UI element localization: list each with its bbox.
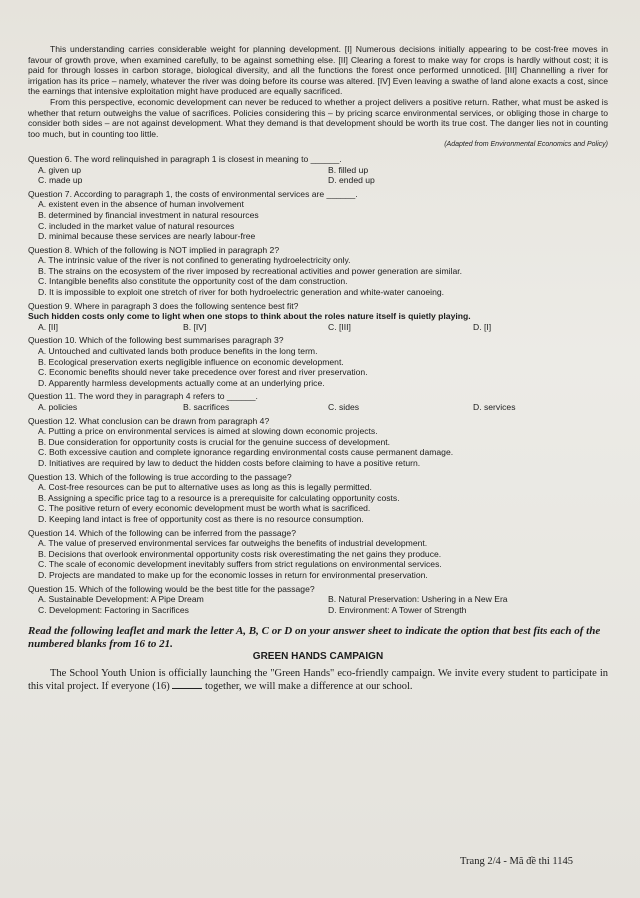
answer-option[interactable]: B. Natural Preservation: Ushering in a New Era	[328, 594, 508, 605]
question-title: Question 7. According to paragraph 1, the costs of environmental services are ______.	[28, 188, 358, 199]
answer-option[interactable]: A. existent even in the absence of human involvement	[38, 199, 244, 210]
answer-option[interactable]: D. Apparently harmless developments actually come at an underlying price.	[38, 377, 325, 388]
campaign-body-end: together, we will make a difference at our school.	[204, 680, 413, 692]
option-row	[28, 175, 608, 186]
answer-option[interactable]: B. Decisions that overlook environmental opportunity costs risk overestimating the net gains they produce.	[38, 548, 442, 559]
answer-option[interactable]: A. [II]	[38, 321, 59, 332]
question-8	[28, 245, 608, 298]
option-row	[28, 165, 608, 176]
answer-option[interactable]: A. policies	[38, 402, 78, 412]
campaign-body-start: The School Youth Union is officially launching the "Green Hands" eco-friendly campaign. We invite every student to participate in this vital project. If everyone (16)	[28, 667, 608, 692]
answer-option[interactable]: A. given up	[38, 164, 81, 175]
question-title: Question 10. Which of the following best summarises paragraph 3?	[28, 335, 284, 346]
answer-option[interactable]: D. services	[473, 402, 516, 412]
answer-option[interactable]: C. Intangible benefits also constitute the opportunity cost of the dam construction.	[38, 276, 348, 287]
question-title: Question 14. Which of the following can be inferred from the passage?	[28, 527, 296, 538]
blank-16	[172, 680, 202, 689]
answer-option[interactable]: D. Projects are mandated to make up for the economic losses in return for environmental preservation.	[38, 569, 428, 580]
question-15	[28, 584, 608, 616]
question-6	[28, 154, 608, 186]
answer-option[interactable]: C. Development: Factoring in Sacrifices	[38, 604, 189, 615]
answer-option[interactable]: C. Economic benefits should never take precedence over forest and river preservation.	[38, 367, 368, 378]
question-title: Question 12. What conclusion can be drawn from paragraph 4?	[28, 415, 270, 426]
question-title: Question 11. The word they in paragraph 4 refers to ______.	[28, 391, 258, 402]
section-directions: Read the following leaflet and mark the letter A, B, C or D on your answer sheet to indicate the option that best fits each of the numbered blanks from 16 to 21.	[28, 625, 601, 650]
option-row	[28, 594, 608, 605]
answer-option[interactable]: A. Cost-free resources can be put to alternative uses as long as this is legally permitted.	[38, 482, 372, 493]
exam-content	[28, 44, 608, 693]
campaign-body	[28, 667, 608, 693]
answer-option[interactable]: A. The intrinsic value of the river is not confined to generating hydroelectricity only.	[38, 255, 351, 266]
passage-paragraph-1: This understanding carries considerable weight for planning development. [I] Numerous decisions initially appearing to be cost-free moves in favour of growth prove, when examined carefully, to be against something else. [II] Clearing a forest to make way for crops is hardly without cost; it is paid for through losses in carbon storage, biological diversity, and all the functions the forest once performed unnoticed. [III] Channelling a river for irrigation has its price – namely, whatever the river was doing before its course was altered. [IV] Even leaving a swathe of land alone exacts a cost, since the earnings that intensive exploitation might have produced are equally sacrificed.	[28, 44, 608, 97]
answer-option[interactable]: D. ended up	[328, 175, 375, 186]
option-row	[28, 402, 608, 413]
answer-option[interactable]: C. The positive return of every economic development must be worth what is sacrificed.	[38, 503, 371, 514]
answer-option[interactable]: D. Keeping land intact is free of opportunity cost as there is no resource consumption.	[38, 513, 364, 524]
question-title: Question 13. Which of the following is true according to the passage?	[28, 471, 292, 482]
answer-option[interactable]: C. sides	[328, 402, 360, 412]
question-title: Question 8. Which of the following is NOT implied in paragraph 2?	[28, 244, 280, 255]
answer-option[interactable]: B. sacrifices	[183, 402, 230, 412]
question-11	[28, 391, 608, 412]
question-title: Question 6. The word relinquished in paragraph 1 is closest in meaning to ______.	[28, 153, 342, 164]
answer-option[interactable]: C. The scale of economic development inevitably suffers from strict regulations on environmental services.	[38, 559, 442, 570]
answer-option[interactable]: A. Untouched and cultivated lands both produce benefits in the long term.	[38, 346, 318, 357]
answer-option[interactable]: A. Sustainable Development: A Pipe Dream	[38, 594, 204, 605]
passage-source: (Adapted from Environmental Economics and Policy)	[444, 141, 608, 149]
answer-option[interactable]: C. [III]	[328, 321, 351, 332]
answer-option[interactable]: D. Environment: A Tower of Strength	[328, 604, 467, 615]
answer-option[interactable]: B. Assigning a specific price tag to a resource is a prerequisite for calculating opportunity costs.	[38, 492, 400, 503]
question-9	[28, 301, 608, 333]
answer-option[interactable]: C. made up	[38, 175, 83, 186]
answer-option[interactable]: C. Both excessive caution and complete ignorance regarding environmental costs cause permanent damage.	[38, 447, 454, 458]
answer-option[interactable]: D. Initiatives are required by law to deduct the hidden costs before claiming to have a positive return.	[38, 457, 421, 468]
page-footer: Trang 2/4 - Mã đề thi 1145	[460, 856, 573, 867]
question-13	[28, 472, 608, 525]
answer-option[interactable]: C. included in the market value of natural resources	[38, 220, 235, 231]
answer-option[interactable]: B. determined by financial investment in natural resources	[38, 209, 259, 220]
answer-option[interactable]: D. [I]	[473, 321, 492, 332]
question-7	[28, 189, 608, 242]
answer-option[interactable]: D. minimal because these services are nearly labour-free	[38, 231, 256, 242]
answer-option[interactable]: D. It is impossible to exploit one stretch of river for both hydroelectric generation and white-water canoeing.	[38, 287, 445, 298]
question-list	[28, 154, 608, 615]
question-10	[28, 335, 608, 388]
question-12	[28, 416, 608, 469]
option-row	[28, 322, 608, 333]
passage-paragraph-2: From this perspective, economic development can never be reduced to whether a project delivers a positive return. Rather, what must be asked is whether that return outweighs the value of sacrifices. Policies considering this – by pricing scarce environmental services, or obliging those in charge to consider both sides – are not against development. What they demand is that development should be worth its true cost. The danger lies not in counting too much, but in counting too little.	[28, 96, 608, 139]
answer-option[interactable]: B. [IV]	[183, 321, 207, 332]
answer-option[interactable]: B. Ecological preservation exerts negligible influence on economic development.	[38, 356, 344, 367]
option-row	[28, 605, 608, 616]
answer-option[interactable]: B. filled up	[328, 164, 369, 175]
campaign-title: GREEN HANDS CAMPAIGN	[252, 651, 384, 663]
answer-option[interactable]: B. Due consideration for opportunity costs is crucial for the genuine success of development.	[38, 436, 391, 447]
answer-option[interactable]: A. The value of preserved environmental services far outweighs the benefits of industrial development.	[38, 538, 428, 549]
question-14	[28, 528, 608, 581]
question-title: Question 15. Which of the following would be the best title for the passage?	[28, 583, 315, 594]
answer-option[interactable]: B. The strains on the ecosystem of the river imposed by recreational activities and power generation are similar.	[38, 265, 463, 276]
question-inserted-sentence: Such hidden costs only come to light when one stops to think about the roles nature itself is quietly playing.	[28, 311, 471, 322]
answer-option[interactable]: A. Putting a price on environmental services is aimed at slowing down economic projects.	[38, 426, 378, 437]
question-title: Question 9. Where in paragraph 3 does the following sentence best fit?	[28, 300, 299, 311]
